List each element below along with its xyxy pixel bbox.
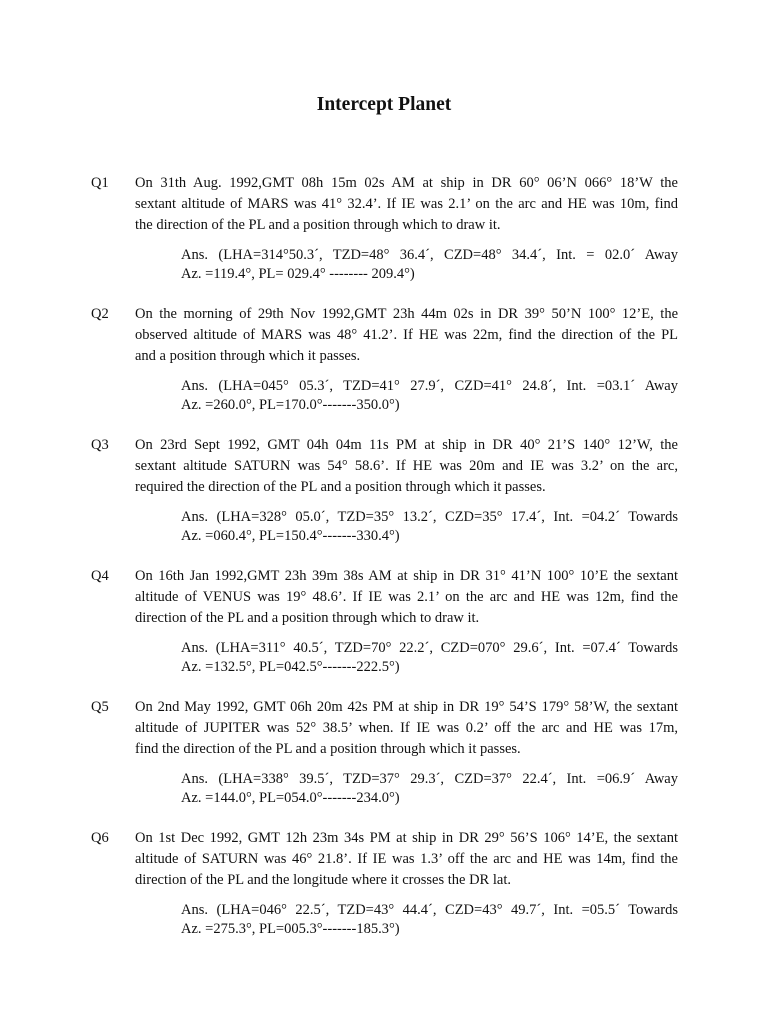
answer-line: Ans. (LHA=338° 39.5´, TZD=37° 29.3´, CZD=37° 22.4´, Int. =06.9´ Away xyxy=(181,771,678,787)
page-title: Intercept Planet xyxy=(316,94,452,115)
answer-line: Ans. (LHA=328° 05.0´, TZD=35° 13.2´, CZD=35° 17.4´, Int. =04.2´ Towards xyxy=(181,509,678,525)
question-q1 xyxy=(0,173,768,284)
answer-block xyxy=(181,377,678,415)
answer-line: Ans. (LHA=046° 22.5´, TZD=43° 44.4´, CZD=43° 49.7´, Int. =05.5´ Towards xyxy=(181,902,678,918)
answer-line: Az. =132.5°, PL=042.5°-------222.5°) xyxy=(181,659,400,675)
question-text xyxy=(135,435,678,498)
question-number: Q2 xyxy=(91,306,109,322)
question-line: altitude of VENUS was 19° 48.6’. If IE was 2.1’ on the arc and HE was 12m, find the xyxy=(135,589,678,605)
answer-line: Az. =119.4°, PL= 029.4° -------- 209.4°) xyxy=(181,266,415,282)
question-number: Q5 xyxy=(91,699,109,715)
question-line: On 1st Dec 1992, GMT 12h 23m 34s PM at ship in DR 29° 56’S 106° 14’E, the sextant xyxy=(135,830,678,846)
question-line: sextant altitude SATURN was 54° 58.6’. If HE was 20m and IE was 3.2’ on the arc, xyxy=(135,458,678,474)
answer-line: Az. =260.0°, PL=170.0°-------350.0°) xyxy=(181,397,400,413)
question-line: direction of the PL and a position through which to draw it. xyxy=(135,610,480,626)
question-line: On 2nd May 1992, GMT 06h 20m 42s PM at ship in DR 19° 54’S 179° 58’W, the sextant xyxy=(135,699,678,715)
answer-block xyxy=(181,508,678,546)
question-line: the direction of the PL and a position through which to draw it. xyxy=(135,217,501,233)
question-line: and a position through which it passes. xyxy=(135,348,361,364)
question-line: On 16th Jan 1992,GMT 23h 39m 38s AM at ship in DR 31° 41’N 100° 10’E the sextant xyxy=(135,568,678,584)
question-q5 xyxy=(0,697,768,808)
question-line: On 23rd Sept 1992, GMT 04h 04m 11s PM at ship in DR 40° 21’S 140° 12’W, the xyxy=(135,437,678,453)
question-line: On the morning of 29th Nov 1992,GMT 23h 44m 02s in DR 39° 50’N 100° 12’E, the xyxy=(135,306,678,322)
question-text xyxy=(135,697,678,760)
answer-block xyxy=(181,639,678,677)
answer-line: Az. =060.4°, PL=150.4°-------330.4°) xyxy=(181,528,400,544)
question-line: direction of the PL and the longitude where it crosses the DR lat. xyxy=(135,872,511,888)
question-number: Q4 xyxy=(91,568,109,584)
answer-line: Ans. (LHA=045° 05.3´, TZD=41° 27.9´, CZD=41° 24.8´, Int. =03.1´ Away xyxy=(181,378,678,394)
question-q2 xyxy=(0,304,768,415)
question-text xyxy=(135,304,678,367)
question-line: find the direction of the PL and a position through which it passes. xyxy=(135,741,521,757)
question-list xyxy=(0,173,768,959)
answer-line: Az. =275.3°, PL=005.3°-------185.3°) xyxy=(181,921,400,937)
question-line: sextant altitude of MARS was 41° 32.4’. If IE was 2.1’ on the arc and HE was 10m, find xyxy=(135,196,678,212)
answer-block xyxy=(181,770,678,808)
question-number: Q3 xyxy=(91,437,109,453)
question-line: altitude of SATURN was 46° 21.8’. If IE was 1.3’ off the arc and HE was 14m, find the xyxy=(135,851,678,867)
question-text xyxy=(135,173,678,236)
question-q3 xyxy=(0,435,768,546)
question-text xyxy=(135,828,678,891)
answer-line: Az. =144.0°, PL=054.0°-------234.0°) xyxy=(181,790,400,806)
answer-block xyxy=(181,901,678,939)
question-number: Q1 xyxy=(91,175,109,191)
question-text xyxy=(135,566,678,629)
question-q4 xyxy=(0,566,768,677)
answer-line: Ans. (LHA=311° 40.5´, TZD=70° 22.2´, CZD=070° 29.6´, Int. =07.4´ Towards xyxy=(181,640,678,656)
question-line: altitude of JUPITER was 52° 38.5’ when. If IE was 0.2’ off the arc and HE was 17m, xyxy=(135,720,678,736)
question-number: Q6 xyxy=(91,830,109,846)
question-q6 xyxy=(0,828,768,939)
question-line: On 31th Aug. 1992,GMT 08h 15m 02s AM at ship in DR 60° 06’N 066° 18’W the xyxy=(135,175,678,191)
answer-line: Ans. (LHA=314°50.3´, TZD=48° 36.4´, CZD=48° 34.4´, Int. = 02.0´ Away xyxy=(181,247,678,263)
question-line: required the direction of the PL and a position through which it passes. xyxy=(135,479,546,495)
answer-block xyxy=(181,246,678,284)
question-line: observed altitude of MARS was 48° 41.2’. If HE was 22m, find the direction of the PL xyxy=(135,327,678,343)
